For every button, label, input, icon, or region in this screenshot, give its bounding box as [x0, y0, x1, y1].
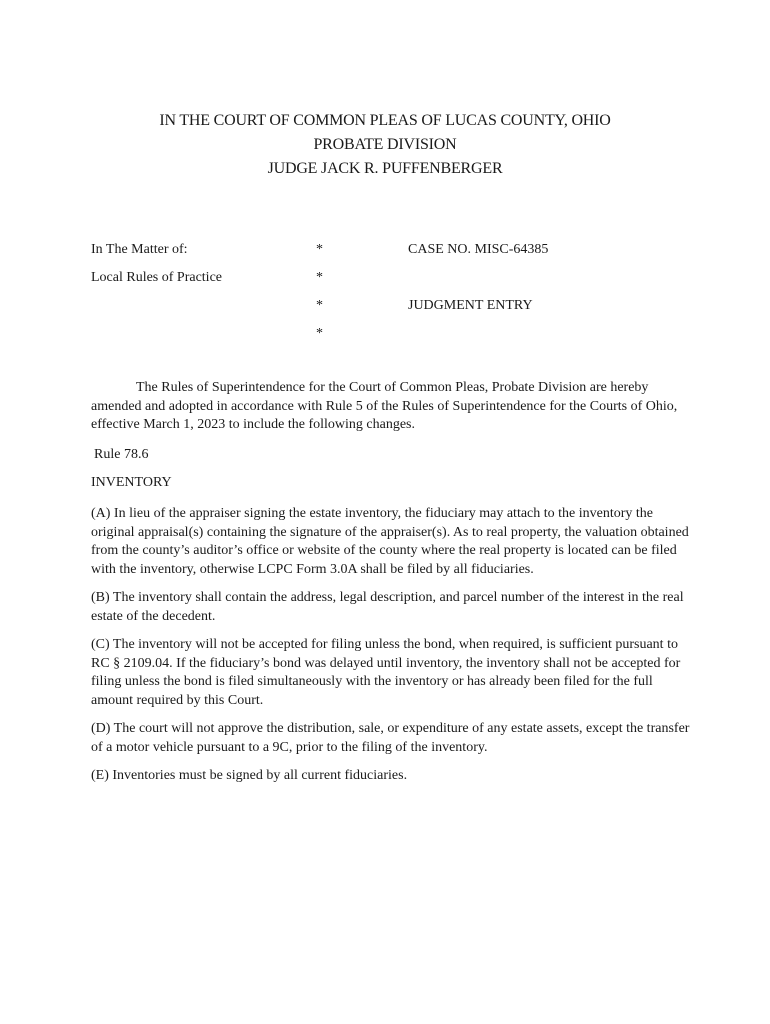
- rule-title: INVENTORY: [91, 475, 172, 490]
- rule-number: Rule 78.6: [94, 447, 149, 462]
- rule-paragraph-a: (A) In lieu of the appraiser signing the estate inventory, the fiduciary may attach to the inventory the original appraisal(s) containing the signature of the appraiser(s). As to real property, the valuation obtained from the county’s auditor’s office or website of the county where the real property is located can be filed with the inventory, otherwise LCPC Form 3.0A shall be filed by all fiduciaries.: [91, 506, 689, 577]
- rule-paragraphs: [91, 505, 691, 786]
- intro-paragraph: The Rules of Superintendence for the Court of Common Pleas, Probate Division are hereby amended and adopted in accordance with Rule 5 of the Rules of Superintendence for the Courts of Ohio, effective March 1, 2023 to include the following changes.: [91, 380, 678, 432]
- judge-name: JUDGE JACK R. PUFFENBERGER: [267, 160, 503, 177]
- caption-star: *: [316, 298, 323, 313]
- caption-star: *: [316, 270, 323, 285]
- rule-paragraph-c: (C) The inventory will not be accepted for filing unless the bond, when required, is sufficient pursuant to RC § 2109.04. If the fiduciary’s bond was delayed until inventory, the inventory shall not be accepted for filing unless the bond is filed simultaneously with the inventory or has already been filed for the full amount required by this Court.: [91, 637, 681, 708]
- rule-paragraph-e: (E) Inventories must be signed by all current fiduciaries.: [91, 768, 408, 783]
- rule-paragraph-b: (B) The inventory shall contain the address, legal description, and parcel number of the interest in the real estate of the decedent.: [91, 590, 684, 624]
- court-name: IN THE COURT OF COMMON PLEAS OF LUCAS COUNTY, OHIO: [159, 112, 611, 129]
- entry-type: JUDGMENT ENTRY: [408, 298, 533, 313]
- caption-star: *: [316, 242, 323, 257]
- case-number: CASE NO. MISC-64385: [408, 242, 549, 257]
- matter-label: In The Matter of:: [91, 242, 188, 257]
- rule-paragraph-d: (D) The court will not approve the distribution, sale, or expenditure of any estate assets, except the transfer of a motor vehicle pursuant to a 9C, prior to the filing of the inventory.: [91, 721, 690, 755]
- court-header: [0, 109, 770, 181]
- caption-star: *: [316, 326, 323, 341]
- matter-value: Local Rules of Practice: [91, 270, 223, 285]
- division-name: PROBATE DIVISION: [313, 136, 457, 153]
